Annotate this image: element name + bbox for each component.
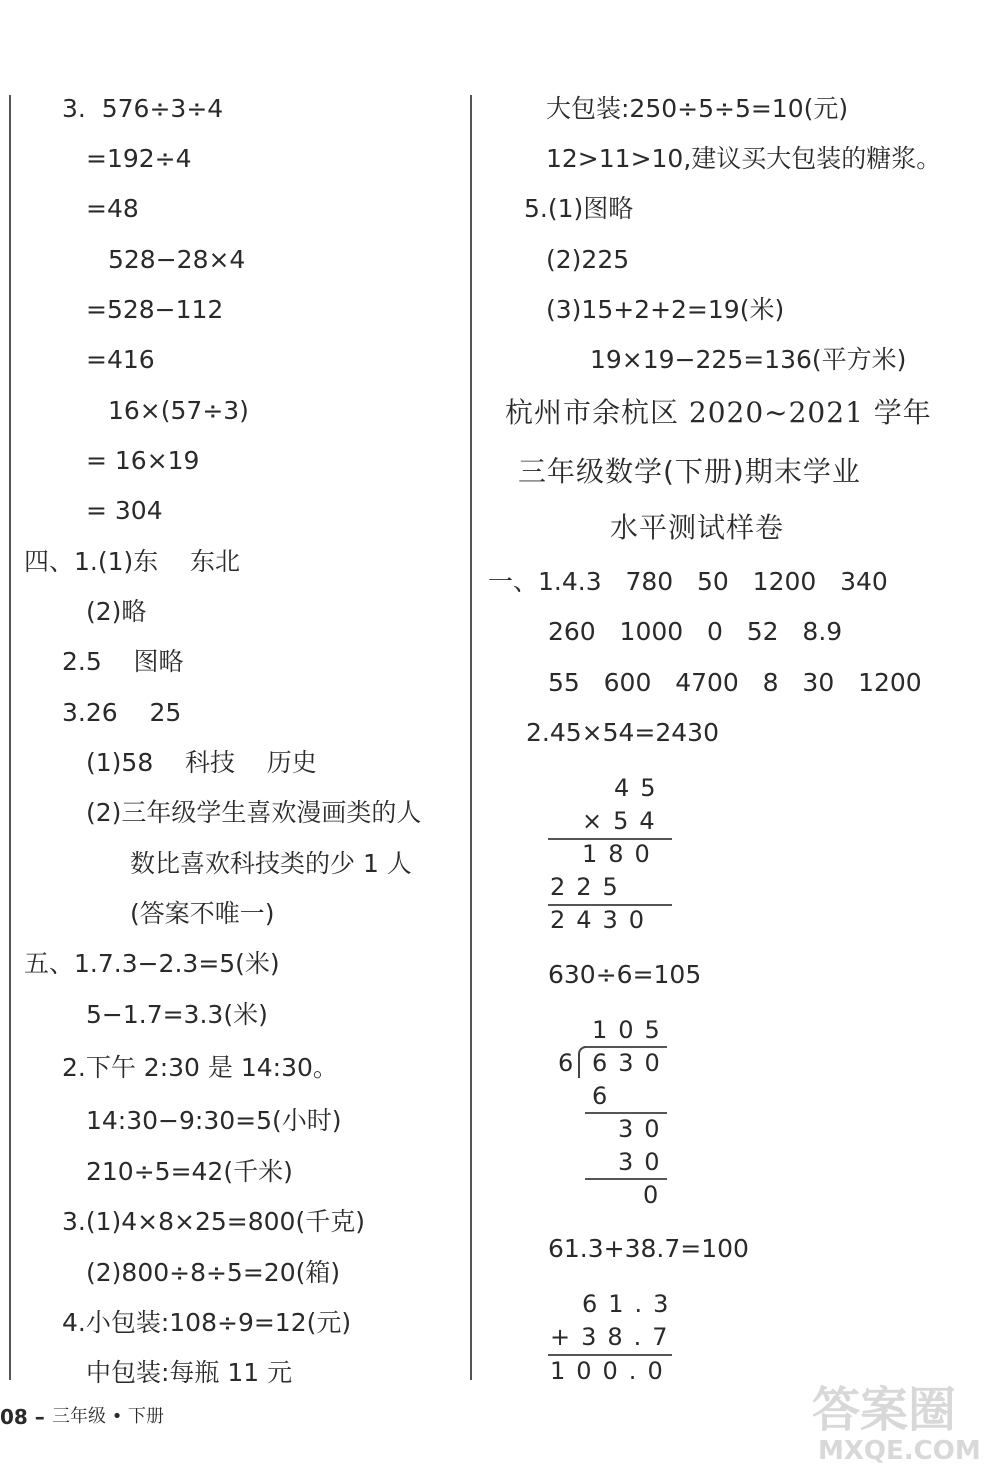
left-line-14: (1)58 科技 历史: [86, 748, 317, 777]
right-line-6: 19×19−225=136(平方米): [590, 345, 907, 374]
right-line-2: 12>11>10,建议买大包装的糖浆。: [546, 144, 942, 173]
left-line-22: 210÷5=42(千米): [86, 1157, 293, 1186]
left-line-3: =48: [86, 194, 139, 223]
vertical-mult-row-4: 225: [550, 873, 629, 901]
vertical-mult-row-5: 2430: [550, 906, 656, 934]
vertical-mult-row-3: 180: [582, 840, 661, 868]
watermark-url: MXQE.COM: [818, 1436, 981, 1466]
section-1-q1: 一、1.4.3 780 50 1200 340: [488, 567, 888, 596]
division-quotient: 105: [592, 1016, 671, 1044]
right-line-9: 55 600 4700 8 30 1200: [548, 668, 922, 697]
left-line-21: 14:30−9:30=5(小时): [86, 1106, 342, 1135]
section-5-q1: 五、1.7.3−2.3=5(米): [24, 949, 280, 978]
right-line-5: (3)15+2+2=19(米): [546, 295, 785, 324]
footer-grade: 三年级 • 下册: [52, 1406, 165, 1427]
left-line-7: 16×(57÷3): [108, 396, 249, 425]
vertical-mult-row-2: ×54: [582, 807, 666, 835]
left-line-20: 2.下午 2:30 是 14:30。: [62, 1053, 338, 1082]
left-line-6: =416: [86, 345, 155, 374]
left-line-1: 3. 576÷3÷4: [62, 94, 224, 123]
left-line-9: = 304: [86, 496, 163, 525]
left-line-2: =192÷4: [86, 144, 192, 173]
left-line-15: (2)三年级学生喜欢漫画类的人: [86, 798, 422, 827]
watermark-logo: 答案圈: [812, 1382, 957, 1438]
left-line-19: 5−1.7=3.3(米): [86, 1000, 268, 1029]
left-line-5: =528−112: [86, 295, 224, 324]
vertical-add-row-3: 100.0: [550, 1357, 674, 1385]
division-step-2: 30: [618, 1115, 671, 1143]
page-number: 08 –: [0, 1405, 45, 1429]
right-line-10: 2.45×54=2430: [526, 718, 719, 747]
left-line-24: (2)800÷8÷5=20(箱): [86, 1258, 341, 1287]
division-step-1: 6: [592, 1082, 619, 1110]
exam-title-line-3: 水平测试样卷: [610, 511, 785, 544]
right-line-3: 5.(1)图略: [524, 194, 634, 223]
left-line-16: 数比喜欢科技类的少 1 人: [130, 849, 412, 878]
division-divisor: 6: [558, 1049, 585, 1077]
vertical-add-row-1: 61.3: [582, 1290, 680, 1318]
column-divider: [470, 95, 472, 1380]
division-dividend: 630: [592, 1049, 671, 1077]
left-line-8: = 16×19: [86, 446, 200, 475]
division-step-3: 30: [618, 1148, 671, 1176]
section-4-q1: 四、1.(1)东 东北: [24, 547, 241, 576]
exam-title-line-1: 杭州市余杭区 2020~2021 学年: [505, 396, 932, 429]
division-step-4: 0: [643, 1181, 670, 1209]
left-line-17: (答案不唯一): [130, 899, 275, 928]
left-line-4: 528−28×4: [108, 245, 246, 274]
left-line-25: 4.小包装:108÷9=12(元): [62, 1308, 352, 1337]
left-line-26: 中包装:每瓶 11 元: [86, 1358, 293, 1387]
right-line-1: 大包装:250÷5÷5=10(元): [546, 94, 849, 123]
left-line-23: 3.(1)4×8×25=800(千克): [62, 1207, 365, 1236]
vertical-mult-row-1: 45: [614, 774, 667, 802]
left-line-11: (2)略: [86, 597, 147, 626]
right-line-4: (2)225: [546, 245, 630, 274]
vertical-add-row-2: +38.7: [550, 1323, 679, 1351]
right-line-8: 260 1000 0 52 8.9: [548, 617, 843, 646]
right-line-12: 61.3+38.7=100: [548, 1234, 749, 1263]
right-line-11: 630÷6=105: [548, 960, 702, 989]
left-line-12: 2.5 图略: [62, 647, 184, 676]
left-margin-line: [9, 95, 11, 1380]
exam-title-line-2: 三年级数学(下册)期末学业: [518, 455, 861, 488]
left-line-13: 3.26 25: [62, 698, 182, 727]
